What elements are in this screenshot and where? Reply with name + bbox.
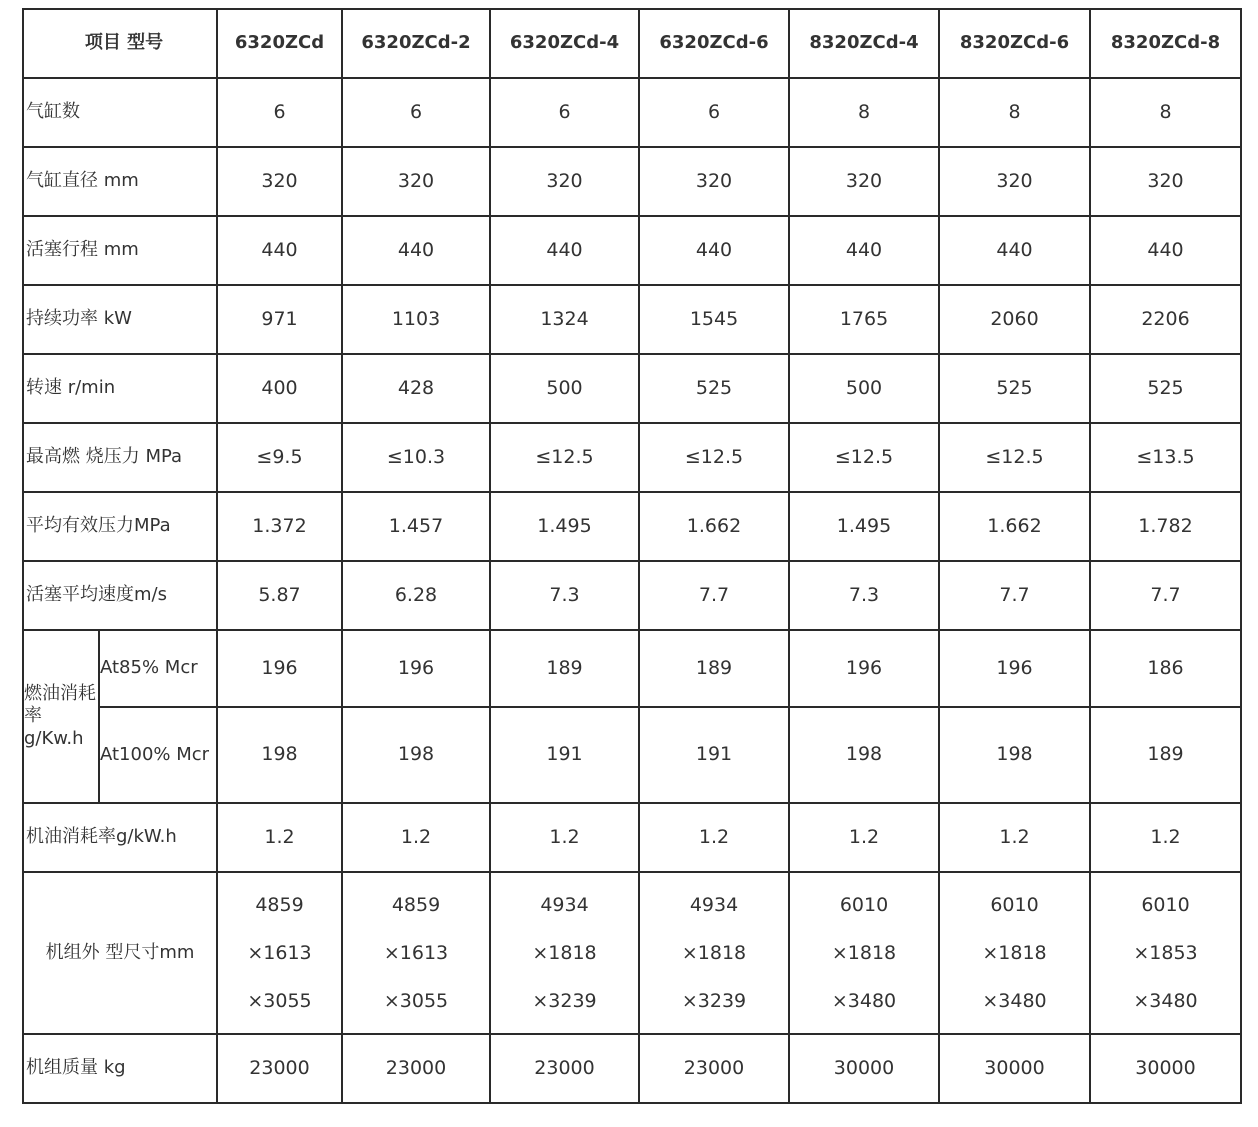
data-cell: 23000 [639,1034,789,1103]
data-cell [1090,872,1241,1034]
data-cell: 1.2 [789,803,939,872]
dim-height: ×3055 [247,990,312,1012]
model-header-cell: 8320ZCd-6 [939,9,1090,78]
data-cell: 320 [217,147,342,216]
data-cell: ≤10.3 [342,423,490,492]
data-cell: 1.495 [490,492,639,561]
table-row-max-pressure [23,423,1241,492]
dim-length: 4934 [689,894,739,916]
table-row-stroke [23,216,1241,285]
data-cell: 320 [789,147,939,216]
data-cell: 1324 [490,285,639,354]
data-cell: 7.7 [639,561,789,630]
dim-height: ×3239 [681,990,747,1012]
engine-spec-table [22,8,1242,1104]
row-label: 转速 r/min [23,354,217,423]
dim-height: ×3055 [383,990,449,1012]
data-cell: ≤13.5 [1090,423,1241,492]
data-cell: 198 [789,707,939,803]
data-cell: 196 [789,630,939,707]
data-cell: 189 [1090,707,1241,803]
data-cell: ≤12.5 [939,423,1090,492]
dim-length: 6010 [1141,894,1190,916]
dim-height: ×3480 [831,990,897,1012]
data-cell: 320 [490,147,639,216]
data-cell: 1545 [639,285,789,354]
data-cell: 1.662 [639,492,789,561]
data-cell: 6 [639,78,789,147]
data-cell: 1.2 [939,803,1090,872]
data-cell [639,872,789,1034]
data-cell: 525 [639,354,789,423]
row-label: 机组质量 kg [23,1034,217,1103]
data-cell: 7.7 [939,561,1090,630]
data-cell: 1.2 [490,803,639,872]
data-cell: 7.7 [1090,561,1241,630]
data-cell: 440 [1090,216,1241,285]
data-cell [342,872,490,1034]
dim-width: ×1853 [1133,942,1198,964]
data-cell: 191 [490,707,639,803]
data-cell: 1.372 [217,492,342,561]
model-header-cell: 8320ZCd-4 [789,9,939,78]
data-cell: 23000 [342,1034,490,1103]
dim-height: ×3480 [982,990,1047,1012]
row-label: 持续功率 kW [23,285,217,354]
dim-width: ×1613 [383,942,449,964]
data-cell: 500 [789,354,939,423]
dim-length: 6010 [839,894,889,916]
data-cell: 440 [217,216,342,285]
row-label: 气缸直径 mm [23,147,217,216]
data-cell: 320 [1090,147,1241,216]
row-label: 最高燃 烧压力 MPa [23,423,217,492]
data-cell: 189 [490,630,639,707]
table-row-oil [23,803,1241,872]
data-cell: 8 [789,78,939,147]
data-cell: 1.782 [1090,492,1241,561]
data-cell: 7.3 [490,561,639,630]
dim-length: 4859 [391,894,441,916]
table-row-fuel-85 [23,630,1241,707]
data-cell: 6 [217,78,342,147]
data-cell: 1.2 [639,803,789,872]
data-cell: 1765 [789,285,939,354]
data-cell [217,872,342,1034]
table-row-bore [23,147,1241,216]
dim-width: ×1818 [532,942,597,964]
data-cell: 6 [490,78,639,147]
data-cell: 400 [217,354,342,423]
data-cell: 191 [639,707,789,803]
data-cell: 1.2 [342,803,490,872]
data-cell: 23000 [490,1034,639,1103]
table-row-fuel-100 [23,707,1241,803]
model-header-cell: 6320ZCd [217,9,342,78]
data-cell: 1.2 [1090,803,1241,872]
model-header-cell: 6320ZCd-4 [490,9,639,78]
data-cell: 8 [1090,78,1241,147]
data-cell: 440 [789,216,939,285]
row-label: 机油消耗率g/kW.h [23,803,217,872]
data-cell [939,872,1090,1034]
corner-header-cell: 项目 型号 [23,9,217,78]
data-cell: 23000 [217,1034,342,1103]
data-cell: 1.495 [789,492,939,561]
model-header-cell: 8320ZCd-8 [1090,9,1241,78]
data-cell: 198 [342,707,490,803]
data-cell: 971 [217,285,342,354]
table-row-cylinders [23,78,1241,147]
data-cell: 1.457 [342,492,490,561]
data-cell: 196 [217,630,342,707]
data-cell: 198 [939,707,1090,803]
header-row [23,9,1241,78]
data-cell: 428 [342,354,490,423]
table-row-dimensions [23,872,1241,1034]
dim-length: 4934 [540,894,589,916]
data-cell: ≤9.5 [217,423,342,492]
row-label: 平均有效压力MPa [23,492,217,561]
data-cell: 440 [639,216,789,285]
data-cell: 196 [939,630,1090,707]
row-label: 机组外 型尺寸mm [23,872,217,1034]
data-cell: 320 [342,147,490,216]
data-cell: 198 [217,707,342,803]
table-row-mass [23,1034,1241,1103]
data-cell: 30000 [939,1034,1090,1103]
data-cell: 7.3 [789,561,939,630]
data-cell: ≤12.5 [789,423,939,492]
data-cell: 440 [342,216,490,285]
dim-width: ×1613 [247,942,312,964]
data-cell: 440 [490,216,639,285]
data-cell [490,872,639,1034]
data-cell: 186 [1090,630,1241,707]
data-cell: 1.662 [939,492,1090,561]
sub-row-label: At85% Mcr [99,630,217,707]
table-row-piston-speed [23,561,1241,630]
sub-row-label: At100% Mcr [99,707,217,803]
dim-width: ×1818 [831,942,897,964]
data-cell: 2060 [939,285,1090,354]
data-cell: 525 [1090,354,1241,423]
data-cell: 320 [639,147,789,216]
row-label: 活塞平均速度m/s [23,561,217,630]
dim-height: ×3480 [1133,990,1198,1012]
row-label: 活塞行程 mm [23,216,217,285]
data-cell: 30000 [789,1034,939,1103]
data-cell: 440 [939,216,1090,285]
data-cell: 6.28 [342,561,490,630]
data-cell: 196 [342,630,490,707]
dim-length: 6010 [990,894,1039,916]
model-header-cell: 6320ZCd-6 [639,9,789,78]
data-cell: 1103 [342,285,490,354]
row-label-fuel: 燃油消耗率g/Kw.h [23,630,99,803]
data-cell: ≤12.5 [639,423,789,492]
table-row-mep [23,492,1241,561]
data-cell: 6 [342,78,490,147]
table-row-speed [23,354,1241,423]
data-cell: 30000 [1090,1034,1241,1103]
data-cell [789,872,939,1034]
dim-height: ×3239 [532,990,597,1012]
table-row-power [23,285,1241,354]
row-label: 气缸数 [23,78,217,147]
dim-length: 4859 [255,894,304,916]
data-cell: 2206 [1090,285,1241,354]
model-header-cell: 6320ZCd-2 [342,9,490,78]
data-cell: 5.87 [217,561,342,630]
dim-width: ×1818 [982,942,1047,964]
data-cell: 320 [939,147,1090,216]
data-cell: 500 [490,354,639,423]
data-cell: 1.2 [217,803,342,872]
data-cell: 189 [639,630,789,707]
dim-width: ×1818 [681,942,747,964]
data-cell: ≤12.5 [490,423,639,492]
data-cell: 525 [939,354,1090,423]
data-cell: 8 [939,78,1090,147]
